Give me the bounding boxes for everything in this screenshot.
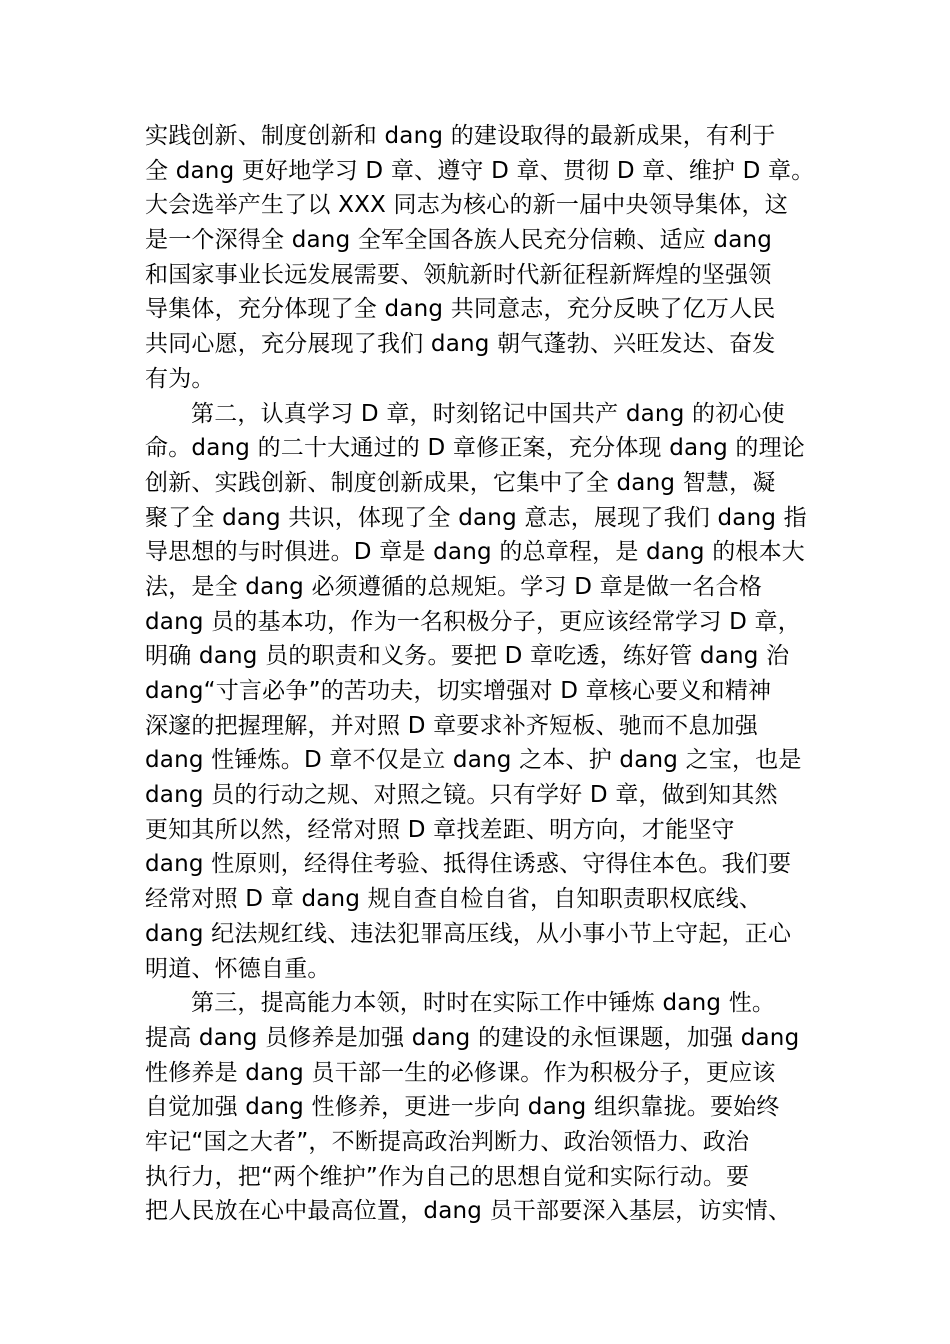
text-line: 实践创新、制度创新和 dang 的建设取得的最新成果，有利于 [145,123,776,149]
text-line: dang 员的基本功，作为一名积极分子，更应该经常学习 D 章， [145,608,801,635]
text-line: 共同心愿，充分展现了我们 dang 朝气蓬勃、兴旺发达、奋发 [145,331,776,358]
text-line: 创新、实践创新、制度创新成果，它集中了全 dang 智慧，凝 [145,469,776,496]
text-line: 明确 dang 员的职责和义务。要把 D 章吃透，练好管 dang 治 [145,643,790,670]
text-line: 把人民放在心中最高位置，dang 员干部要深入基层，访实情、 [145,1198,792,1225]
text-line: 命。dang 的二十大通过的 D 章修正案，充分体现 dang 的理论 [145,435,806,462]
text-line: 法，是全 dang 必须遵循的总规矩。学习 D 章是做一名合格 [145,573,763,600]
text-line: dang“寸言必争”的苦功夫，切实增强对 D 章核心要义和精神 [145,678,772,704]
text-line: 经常对照 D 章 dang 规自查自检自省，自知职责职权底线、 [145,886,763,913]
text-line: 导集体，充分体现了全 dang 共同意志，充分反映了亿万人民 [145,296,776,323]
text-line: 执行力，把“两个维护”作为自己的思想自觉和实际行动。要 [145,1163,750,1190]
text-line: 全 dang 更好地学习 D 章、遵守 D 章、贯彻 D 章、维护 D 章。 [145,157,815,184]
paragraph-first-line: 第三，提高能力本领，时时在实际工作中锤炼 dang 性。 [191,990,776,1017]
text-line: 自觉加强 dang 性修养，更进一步向 dang 组织靠拢。要始终 [145,1094,780,1121]
text-line: 聚了全 dang 共识，体现了全 dang 意志，展现了我们 dang 指 [145,504,807,531]
text-line: 明道、怀德自重。 [145,955,331,982]
text-line: 提高 dang 员修养是加强 dang 的建设的永恒课题，加强 dang [145,1024,800,1051]
text-line: dang 员的行动之规、对照之镜。只有学好 D 章，做到知其然 [145,782,778,809]
text-line: 是一个深得全 dang 全军全国各族人民充分信赖、适应 dang [145,227,773,254]
text-line: 导思想的与时俱进。D 章是 dang 的总章程，是 dang 的根本大 [145,539,806,566]
text-line: 更知其所以然，经常对照 D 章找差距、明方向，才能坚守 [145,816,735,843]
text-line: dang 性锤炼。D 章不仅是立 dang 之本、护 dang 之宝，也是 [145,747,802,774]
text-line: 和国家事业长远发展需要、领航新时代新征程新辉煌的坚强领 [145,261,772,288]
paragraph-first-line: 第二，认真学习 D 章，时刻铭记中国共产 dang 的初心使 [191,400,785,427]
text-line: 性修养是 dang 员干部一生的必修课。作为积极分子，更应该 [145,1059,776,1086]
text-line: 牢记“国之大者”，不断提高政治判断力、政治领悟力、政治 [145,1128,750,1155]
text-line: dang 性原则，经得住考验、抵得住诱惑、守得住本色。我们要 [145,851,792,878]
text-line: 深邃的把握理解，并对照 D 章要求补齐短板、驰而不息加强 [145,712,758,739]
text-line: 有为。 [145,365,215,392]
text-line: dang 纪法规红线、违法犯罪高压线，从小事小节上守起，正心 [145,920,792,947]
document-body [145,119,825,1229]
text-line: 大会选举产生了以 XXX 同志为核心的新一届中央领导集体，这 [145,192,788,219]
